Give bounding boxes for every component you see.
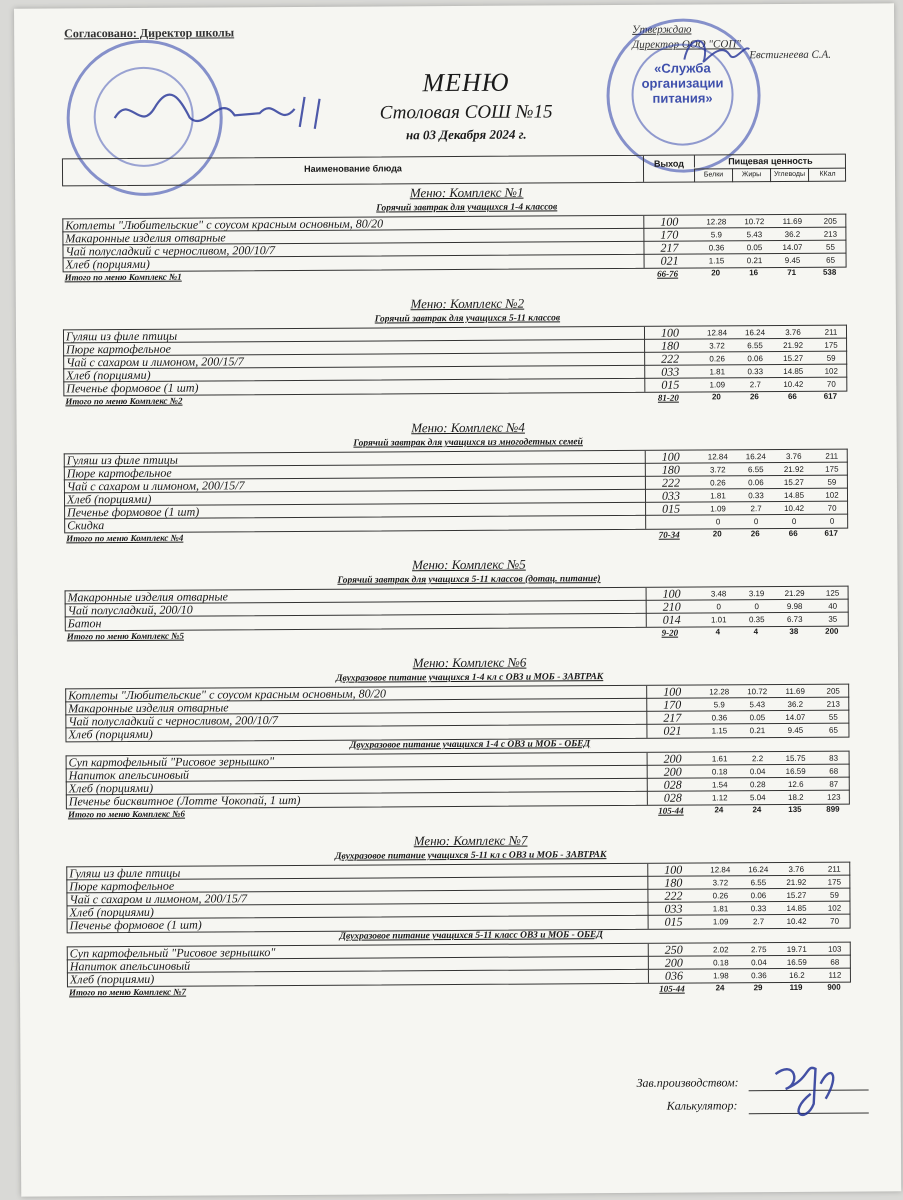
dish-kcal: 213: [826, 699, 840, 709]
dish-proteins: 1.01: [710, 615, 727, 625]
dish-proteins: 1.12: [712, 793, 728, 803]
dish-proteins: 12.84: [706, 328, 728, 338]
column-dish-name: Наименование блюда: [304, 163, 402, 174]
dish-yield: 100: [646, 588, 697, 601]
dish-carbs: 18.2: [788, 792, 804, 802]
dish-proteins: 1.81: [710, 491, 726, 501]
dish-yield: 028: [647, 792, 698, 805]
dish-name: Напиток апельсиновый: [69, 958, 191, 974]
dish-name: Чай полусладкий с черносливом, 200/10/7: [68, 713, 278, 729]
dish-name: Пюре картофельное: [66, 341, 171, 357]
dish-proteins: 12.84: [710, 865, 731, 875]
dish-kcal: 205: [826, 686, 840, 696]
dish-kcal: 175: [825, 464, 839, 474]
complex-title: Меню: Комплекс №6: [412, 654, 527, 671]
total-proteins: 20: [712, 529, 722, 539]
dish-kcal: 65: [828, 725, 838, 735]
dish-proteins: 0.36: [708, 243, 725, 253]
dish-name: Батон: [67, 616, 102, 631]
group-subtitle: Горячий завтрак для учащихся из многодетных семей: [353, 437, 583, 449]
approved-director: Директор ООО "СОП": [632, 38, 741, 51]
dish-carbs: 19.71: [786, 944, 807, 954]
dish-kcal: 211: [827, 864, 841, 874]
dish-yield: 170: [643, 229, 694, 242]
dish-proteins: 1.15: [711, 726, 728, 736]
total-fats: 16: [749, 268, 759, 278]
dish-fats: 16.24: [745, 452, 766, 462]
total-label: Итого по меню Комплекс №5: [66, 630, 184, 642]
total-kcal: 899: [826, 804, 840, 814]
approver-name: Евстигнеева С.А.: [749, 48, 832, 62]
dish-carbs: 16.59: [786, 957, 807, 967]
total-proteins: 20: [711, 392, 721, 402]
dish-proteins: 1.09: [712, 917, 729, 927]
column-nutrition: Пищевая ценность: [694, 155, 846, 168]
dish-carbs: 16.2: [789, 970, 805, 980]
dish-yield: 033: [647, 903, 698, 916]
dish-yield: 028: [647, 779, 698, 792]
complex-title: Меню: Комплекс №5: [412, 556, 526, 573]
group-subtitle: Горячий завтрак для учащихся 1-4 классов: [376, 202, 558, 214]
dish-name: Суп картофельный "Рисовое зернышко": [68, 754, 275, 770]
dish-yield: 100: [645, 451, 696, 464]
total-carbs: 66: [788, 528, 798, 538]
dish-proteins: 0: [716, 602, 721, 612]
dish-yield: 015: [645, 503, 696, 516]
dish-name: Чай с сахаром и лимоном, 200/15/7: [69, 891, 248, 907]
dish-kcal: 125: [825, 588, 840, 598]
dish-kcal: 103: [828, 944, 842, 954]
dish-fats: 10.72: [744, 217, 765, 227]
dish-name: Чай полусладкий, 200/10: [67, 602, 193, 618]
dish-kcal: 211: [825, 451, 839, 461]
total-carbs: 71: [787, 267, 797, 277]
dish-yield: 222: [647, 890, 698, 903]
dish-carbs: 21.92: [786, 877, 807, 887]
dish-yield: 222: [645, 477, 696, 490]
dish-fats: 0.04: [749, 767, 766, 777]
total-kcal: 900: [827, 982, 841, 992]
dish-proteins: 1.15: [708, 256, 725, 266]
dish-carbs: 0: [791, 516, 797, 526]
group-subtitle: Двухразовое питание учащихся 5-11 кл с ОВЗ и МОБ - ЗАВТРАК: [334, 850, 607, 862]
dish-carbs: 14.85: [786, 903, 807, 913]
dish-yield: 250: [648, 944, 699, 957]
stamp-text: «Служба организации питания»: [641, 60, 724, 106]
total-price: 105-44: [659, 983, 685, 994]
dish-fats: 0.05: [746, 243, 763, 253]
dish-yield: 180: [644, 340, 695, 353]
menu-date: на 03 Декабря 2024 г.: [405, 126, 527, 143]
dish-kcal: 205: [823, 216, 838, 226]
dish-fats: 6.55: [748, 465, 764, 475]
dish-yield: 033: [644, 366, 695, 379]
dish-proteins: 0.36: [711, 713, 728, 723]
dish-yield: 100: [647, 864, 698, 877]
dish-proteins: 2.02: [712, 945, 729, 955]
dish-carbs: 36.2: [784, 229, 801, 239]
dish-kcal: 211: [824, 327, 838, 337]
dish-kcal: 59: [827, 477, 837, 487]
dish-name: Чай с сахаром и лимоном, 200/15/7: [66, 354, 244, 370]
dish-yield: 015: [648, 916, 699, 929]
total-label: Итого по меню Комплекс №6: [67, 808, 186, 820]
dish-fats: 0.36: [751, 971, 767, 981]
total-label: Итого по меню Комплекс №2: [65, 395, 183, 407]
dish-proteins: 1.81: [709, 367, 726, 377]
dish-name: Чай с сахаром и лимоном, 200/15/7: [66, 478, 245, 494]
dish-kcal: 87: [829, 779, 839, 789]
dish-kcal: 112: [828, 970, 842, 980]
dish-carbs: 14.07: [782, 242, 803, 252]
dish-fats: 2.7: [753, 917, 765, 927]
dish-proteins: 1.54: [711, 780, 728, 790]
dish-carbs: 21.29: [784, 588, 805, 598]
dish-carbs: 11.69: [782, 216, 803, 226]
dish-kcal: 70: [830, 916, 840, 926]
dish-proteins: 1.61: [711, 754, 728, 764]
dish-carbs: 36.2: [787, 699, 804, 709]
dish-fats: 6.55: [750, 878, 767, 888]
total-price: 66-76: [657, 268, 679, 279]
dish-carbs: 11.69: [785, 686, 805, 696]
dish-carbs: 16.59: [785, 766, 806, 776]
dish-carbs: 9.98: [786, 601, 803, 611]
dish-name: Хлеб (порциями): [68, 726, 153, 742]
complex-title: Меню: Комплекс №4: [411, 419, 525, 436]
group-subtitle: Горячий завтрак для учащихся 5-11 классов: [374, 313, 561, 325]
dish-yield: 100: [646, 686, 697, 699]
total-proteins: 24: [715, 983, 725, 993]
dish-fats: 16.24: [748, 865, 769, 875]
dish-proteins: 1.09: [709, 380, 726, 390]
dish-yield: 180: [647, 877, 698, 890]
dish-name: Макаронные изделия отварные: [65, 230, 226, 246]
dish-proteins: 1.09: [710, 504, 726, 514]
dish-yield: 100: [644, 327, 695, 340]
dish-name: Печенье формовое (1 шт): [66, 380, 199, 396]
dish-kcal: 175: [824, 340, 838, 350]
dish-kcal: 68: [830, 957, 840, 967]
dish-fats: 0.33: [747, 367, 764, 377]
dish-carbs: 15.27: [786, 890, 807, 900]
dish-proteins: 1.81: [712, 904, 729, 914]
complex-title: Меню: Комплекс №2: [410, 295, 525, 312]
column-fats: Жиры: [732, 168, 770, 182]
group-subtitle: Двухразовое питание учащихся 5-11 класс ОВЗ и МОБ - ОБЕД: [339, 930, 603, 942]
dish-fats: 0.35: [748, 615, 765, 625]
dish-proteins: 12.28: [706, 217, 727, 227]
dish-name: Хлеб (порциями): [69, 971, 155, 987]
dish-fats: 0.06: [750, 891, 767, 901]
dish-fats: 2.7: [749, 380, 761, 390]
dish-kcal: 55: [828, 712, 838, 722]
dish-carbs: 15.27: [783, 477, 804, 487]
dish-yield: 021: [644, 255, 695, 268]
dish-proteins: 0.18: [711, 767, 728, 777]
dish-kcal: 123: [827, 792, 841, 802]
total-carbs: 135: [788, 804, 802, 814]
total-fats: 4: [753, 627, 759, 637]
dish-proteins: 3.72: [710, 465, 726, 475]
total-fats: 26: [750, 529, 760, 539]
column-carbs: Углеводы: [770, 168, 808, 182]
dish-kcal: 65: [826, 255, 836, 265]
dish-yield: 036: [648, 970, 699, 983]
dish-fats: 2.75: [750, 945, 767, 955]
dish-yield: 217: [646, 712, 697, 725]
dish-fats: 0.06: [747, 354, 763, 364]
dish-kcal: 102: [827, 903, 842, 913]
dish-name: Скидка: [67, 518, 105, 533]
dish-kcal: 102: [825, 490, 839, 500]
dish-name: Гуляш из филе птицы: [66, 452, 178, 468]
dish-kcal: 83: [829, 753, 839, 763]
dish-yield: 033: [645, 490, 696, 503]
dish-fats: 16.24: [744, 328, 766, 338]
dish-kcal: 55: [825, 242, 835, 252]
dish-kcal: 213: [823, 229, 838, 239]
dish-yield: 200: [647, 766, 698, 779]
dish-carbs: 3.76: [785, 327, 801, 337]
dish-kcal: 59: [829, 890, 839, 900]
dish-fats: 0.05: [749, 713, 766, 723]
dish-name: Пюре картофельное: [69, 878, 175, 894]
dish-carbs: 6.73: [786, 614, 803, 624]
dish-kcal: 40: [828, 601, 838, 611]
total-kcal: 617: [824, 528, 838, 538]
dish-name: Печенье формовое (1 шт): [67, 504, 200, 520]
dish-proteins: 5.9: [713, 700, 725, 710]
dish-fats: 2.7: [750, 504, 762, 514]
total-label: Итого по меню Комплекс №4: [66, 532, 184, 544]
dish-fats: 5.04: [750, 793, 766, 803]
calculator-label: Калькулятор:: [666, 1098, 738, 1113]
dish-name: Гуляш из филе птицы: [69, 865, 181, 881]
dish-carbs: 21.92: [783, 464, 804, 474]
dish-name: Хлеб (порциями): [66, 367, 151, 383]
dish-fats: 0.06: [748, 478, 764, 488]
dish-yield: 200: [647, 753, 698, 766]
dish-carbs: 21.92: [783, 340, 804, 350]
column-header: [62, 154, 846, 187]
dish-kcal: 175: [827, 877, 842, 887]
dish-fats: 0.33: [750, 904, 767, 914]
dish-proteins: 12.84: [707, 452, 728, 462]
dish-fats: 2.2: [752, 754, 764, 764]
dish-name: Хлеб (порциями): [68, 780, 154, 796]
dish-yield: 222: [644, 353, 695, 366]
dish-name: Суп картофельный "Рисовое зернышко": [69, 945, 276, 961]
dish-carbs: 9.45: [784, 255, 801, 265]
page-title: МЕНЮ: [422, 67, 510, 98]
dish-kcal: 102: [824, 366, 838, 376]
dish-carbs: 12.6: [787, 779, 804, 789]
dish-name: Печенье формовое (1 шт): [69, 917, 202, 933]
dish-name: Гуляш из филе птицы: [65, 328, 178, 344]
dish-fats: 0.04: [751, 958, 767, 968]
dish-yield: 015: [644, 379, 695, 392]
dish-name: Макаронные изделия отварные: [68, 700, 229, 716]
dish-name: Макаронные изделия отварные: [67, 589, 228, 605]
total-kcal: 617: [823, 391, 838, 401]
dish-name: Котлеты "Любительские" с соусом красным основным, 80/20: [65, 216, 384, 233]
dish-yield: 100: [643, 216, 694, 229]
total-label: Итого по меню Комплекс №1: [64, 271, 182, 283]
column-yield: Выход: [643, 156, 694, 182]
total-fats: 26: [749, 392, 759, 402]
dish-fats: 6.55: [747, 341, 763, 351]
dish-fats: 0.33: [748, 491, 764, 501]
total-kcal: 538: [822, 267, 837, 277]
dish-yield: 170: [646, 699, 697, 712]
total-label: Итого по меню Комплекс №7: [68, 986, 187, 998]
dish-carbs: 10.42: [783, 379, 804, 389]
total-proteins: 20: [711, 268, 721, 278]
dish-fats: 0.21: [749, 726, 766, 736]
production-head-signature: [755, 1054, 855, 1135]
complex-title: Меню: Комплекс №7: [413, 832, 528, 849]
dish-fats: 10.72: [747, 687, 768, 697]
dish-proteins: 0.26: [709, 354, 725, 364]
dish-name: Котлеты "Любительские" с соусом красным основным, 80/20: [68, 686, 387, 703]
total-carbs: 119: [789, 982, 803, 992]
dish-yield: [645, 516, 696, 529]
dish-proteins: 3.48: [710, 589, 727, 599]
dish-fats: 3.19: [748, 589, 765, 599]
group-subtitle: Двухразовое питание учащихся 1-4 кл с ОВЗ и МОБ - ЗАВТРАК: [335, 672, 604, 684]
total-price: 9-20: [661, 627, 679, 638]
dish-kcal: 0: [829, 516, 835, 526]
dish-carbs: 10.42: [786, 916, 807, 926]
dish-kcal: 70: [826, 379, 836, 389]
dish-proteins: 0: [715, 517, 721, 527]
production-head-label: Зав.производством:: [636, 1075, 739, 1090]
dish-carbs: 9.45: [787, 725, 804, 735]
dish-carbs: 10.42: [784, 503, 805, 513]
total-fats: 29: [753, 983, 763, 993]
dish-kcal: 68: [829, 766, 839, 776]
dish-name: Напиток апельсиновый: [68, 767, 190, 783]
dish-proteins: 12.28: [709, 687, 730, 697]
dish-carbs: 3.76: [788, 864, 805, 874]
dish-kcal: 70: [827, 503, 837, 513]
dish-carbs: 15.27: [783, 353, 804, 363]
total-price: 81-20: [657, 392, 679, 403]
agreed-label: Согласовано: Директор школы: [64, 25, 235, 41]
dish-carbs: 15.75: [785, 753, 806, 763]
dish-fats: 0: [754, 602, 759, 612]
dish-fats: 0.28: [749, 780, 766, 790]
column-proteins: Белки: [694, 168, 732, 182]
dish-fats: 5.43: [746, 230, 763, 240]
total-proteins: 24: [714, 805, 724, 815]
dish-yield: 180: [645, 464, 696, 477]
dish-fats: 0: [753, 517, 759, 527]
dish-proteins: 3.72: [709, 341, 725, 351]
dish-carbs: 14.85: [783, 366, 804, 376]
dish-proteins: 3.72: [712, 878, 729, 888]
dish-name: Пюре картофельное: [66, 465, 172, 481]
total-fats: 24: [752, 805, 762, 815]
total-price: 105-44: [658, 805, 684, 816]
dish-name: Хлеб (порциями): [66, 491, 152, 507]
dish-kcal: 59: [826, 353, 836, 363]
dish-proteins: 0.26: [712, 891, 729, 901]
dish-proteins: 0.18: [713, 958, 729, 968]
total-proteins: 4: [715, 627, 721, 637]
dish-proteins: 1.98: [713, 971, 729, 981]
dish-name: Чай полусладкий с черносливом, 200/10/7: [65, 243, 276, 259]
school-name: Столовая СОШ №15: [379, 101, 553, 124]
dish-carbs: 3.76: [785, 451, 802, 461]
dish-kcal: 35: [828, 614, 838, 624]
dish-proteins: 5.9: [710, 230, 722, 240]
dish-carbs: 14.85: [783, 490, 805, 500]
approved-line: Утверждаю: [632, 23, 692, 36]
dish-yield: 210: [646, 601, 697, 614]
dish-carbs: 14.07: [785, 712, 806, 722]
dish-yield: 014: [646, 614, 697, 627]
dish-name: Печенье бисквитное (Лотте Чокопай, 1 шт): [68, 792, 301, 809]
dish-proteins: 0.26: [710, 478, 726, 488]
group-subtitle: Двухразовое питание учащихся 1-4 с ОВЗ и МОБ - ОБЕД: [349, 739, 591, 751]
menu-sheet: [14, 3, 901, 1196]
dish-name: Хлеб (порциями): [69, 904, 154, 920]
dish-fats: 0.21: [746, 256, 763, 266]
dish-yield: 200: [648, 957, 699, 970]
group-subtitle: Горячий завтрак для учащихся 5-11 классов (дотац. питание): [337, 574, 601, 586]
complex-title: Меню: Комплекс №1: [409, 184, 524, 201]
dish-yield: 021: [646, 725, 697, 738]
total-carbs: 66: [787, 391, 797, 401]
total-price: 70-34: [658, 529, 680, 540]
dish-yield: 217: [643, 242, 694, 255]
dish-fats: 5.43: [749, 700, 766, 710]
total-kcal: 200: [825, 626, 839, 636]
total-carbs: 38: [789, 626, 799, 636]
dish-name: Хлеб (порциями): [65, 256, 150, 272]
column-kcal: ККал: [808, 168, 846, 182]
